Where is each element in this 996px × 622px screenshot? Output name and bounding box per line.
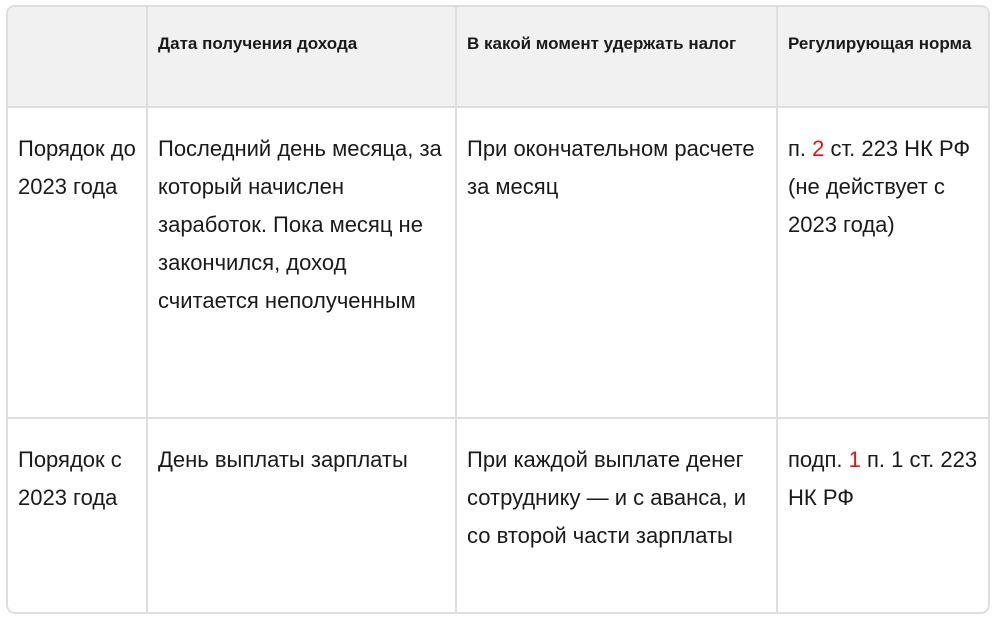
tax-withholding-table	[8, 7, 988, 612]
table-row	[8, 418, 988, 612]
withholding-moment-cell: При окончательном расчете за месяц	[456, 107, 777, 418]
row-label: Порядок до 2023 года	[8, 107, 147, 418]
norm-number-highlight: 2	[812, 136, 825, 161]
norm-number-highlight: 1	[848, 447, 861, 472]
income-date-cell: День выплаты зарплаты	[147, 418, 456, 612]
withholding-moment-cell: При каждой выплате денег сотруднику — и с аванса, и со второй части зарплаты	[456, 418, 777, 612]
header-withholding-moment: В какой момент удержать налог	[456, 7, 777, 107]
header-income-date: Дата получения дохода	[147, 7, 456, 107]
header-empty-cell	[8, 7, 147, 107]
income-date-cell: Последний день месяца, за который начислен заработок. Пока месяц не закончился, доход считается неполученным	[147, 107, 456, 418]
table-row	[8, 107, 988, 418]
norm-suffix: п. 1 ст. 223 НК РФ	[788, 447, 978, 510]
norm-suffix: ст. 223 НК РФ (не действует с 2023 года)	[788, 136, 971, 237]
norm-prefix: п.	[788, 136, 813, 161]
tax-table-frame	[6, 5, 990, 614]
row-label: Порядок с 2023 года	[8, 418, 147, 612]
regulating-norm-cell	[777, 107, 988, 418]
header-regulating-norm: Регулирующая норма	[777, 7, 988, 107]
norm-prefix: подп.	[788, 447, 849, 472]
regulating-norm-cell	[777, 418, 988, 612]
table-header-row	[8, 7, 988, 107]
